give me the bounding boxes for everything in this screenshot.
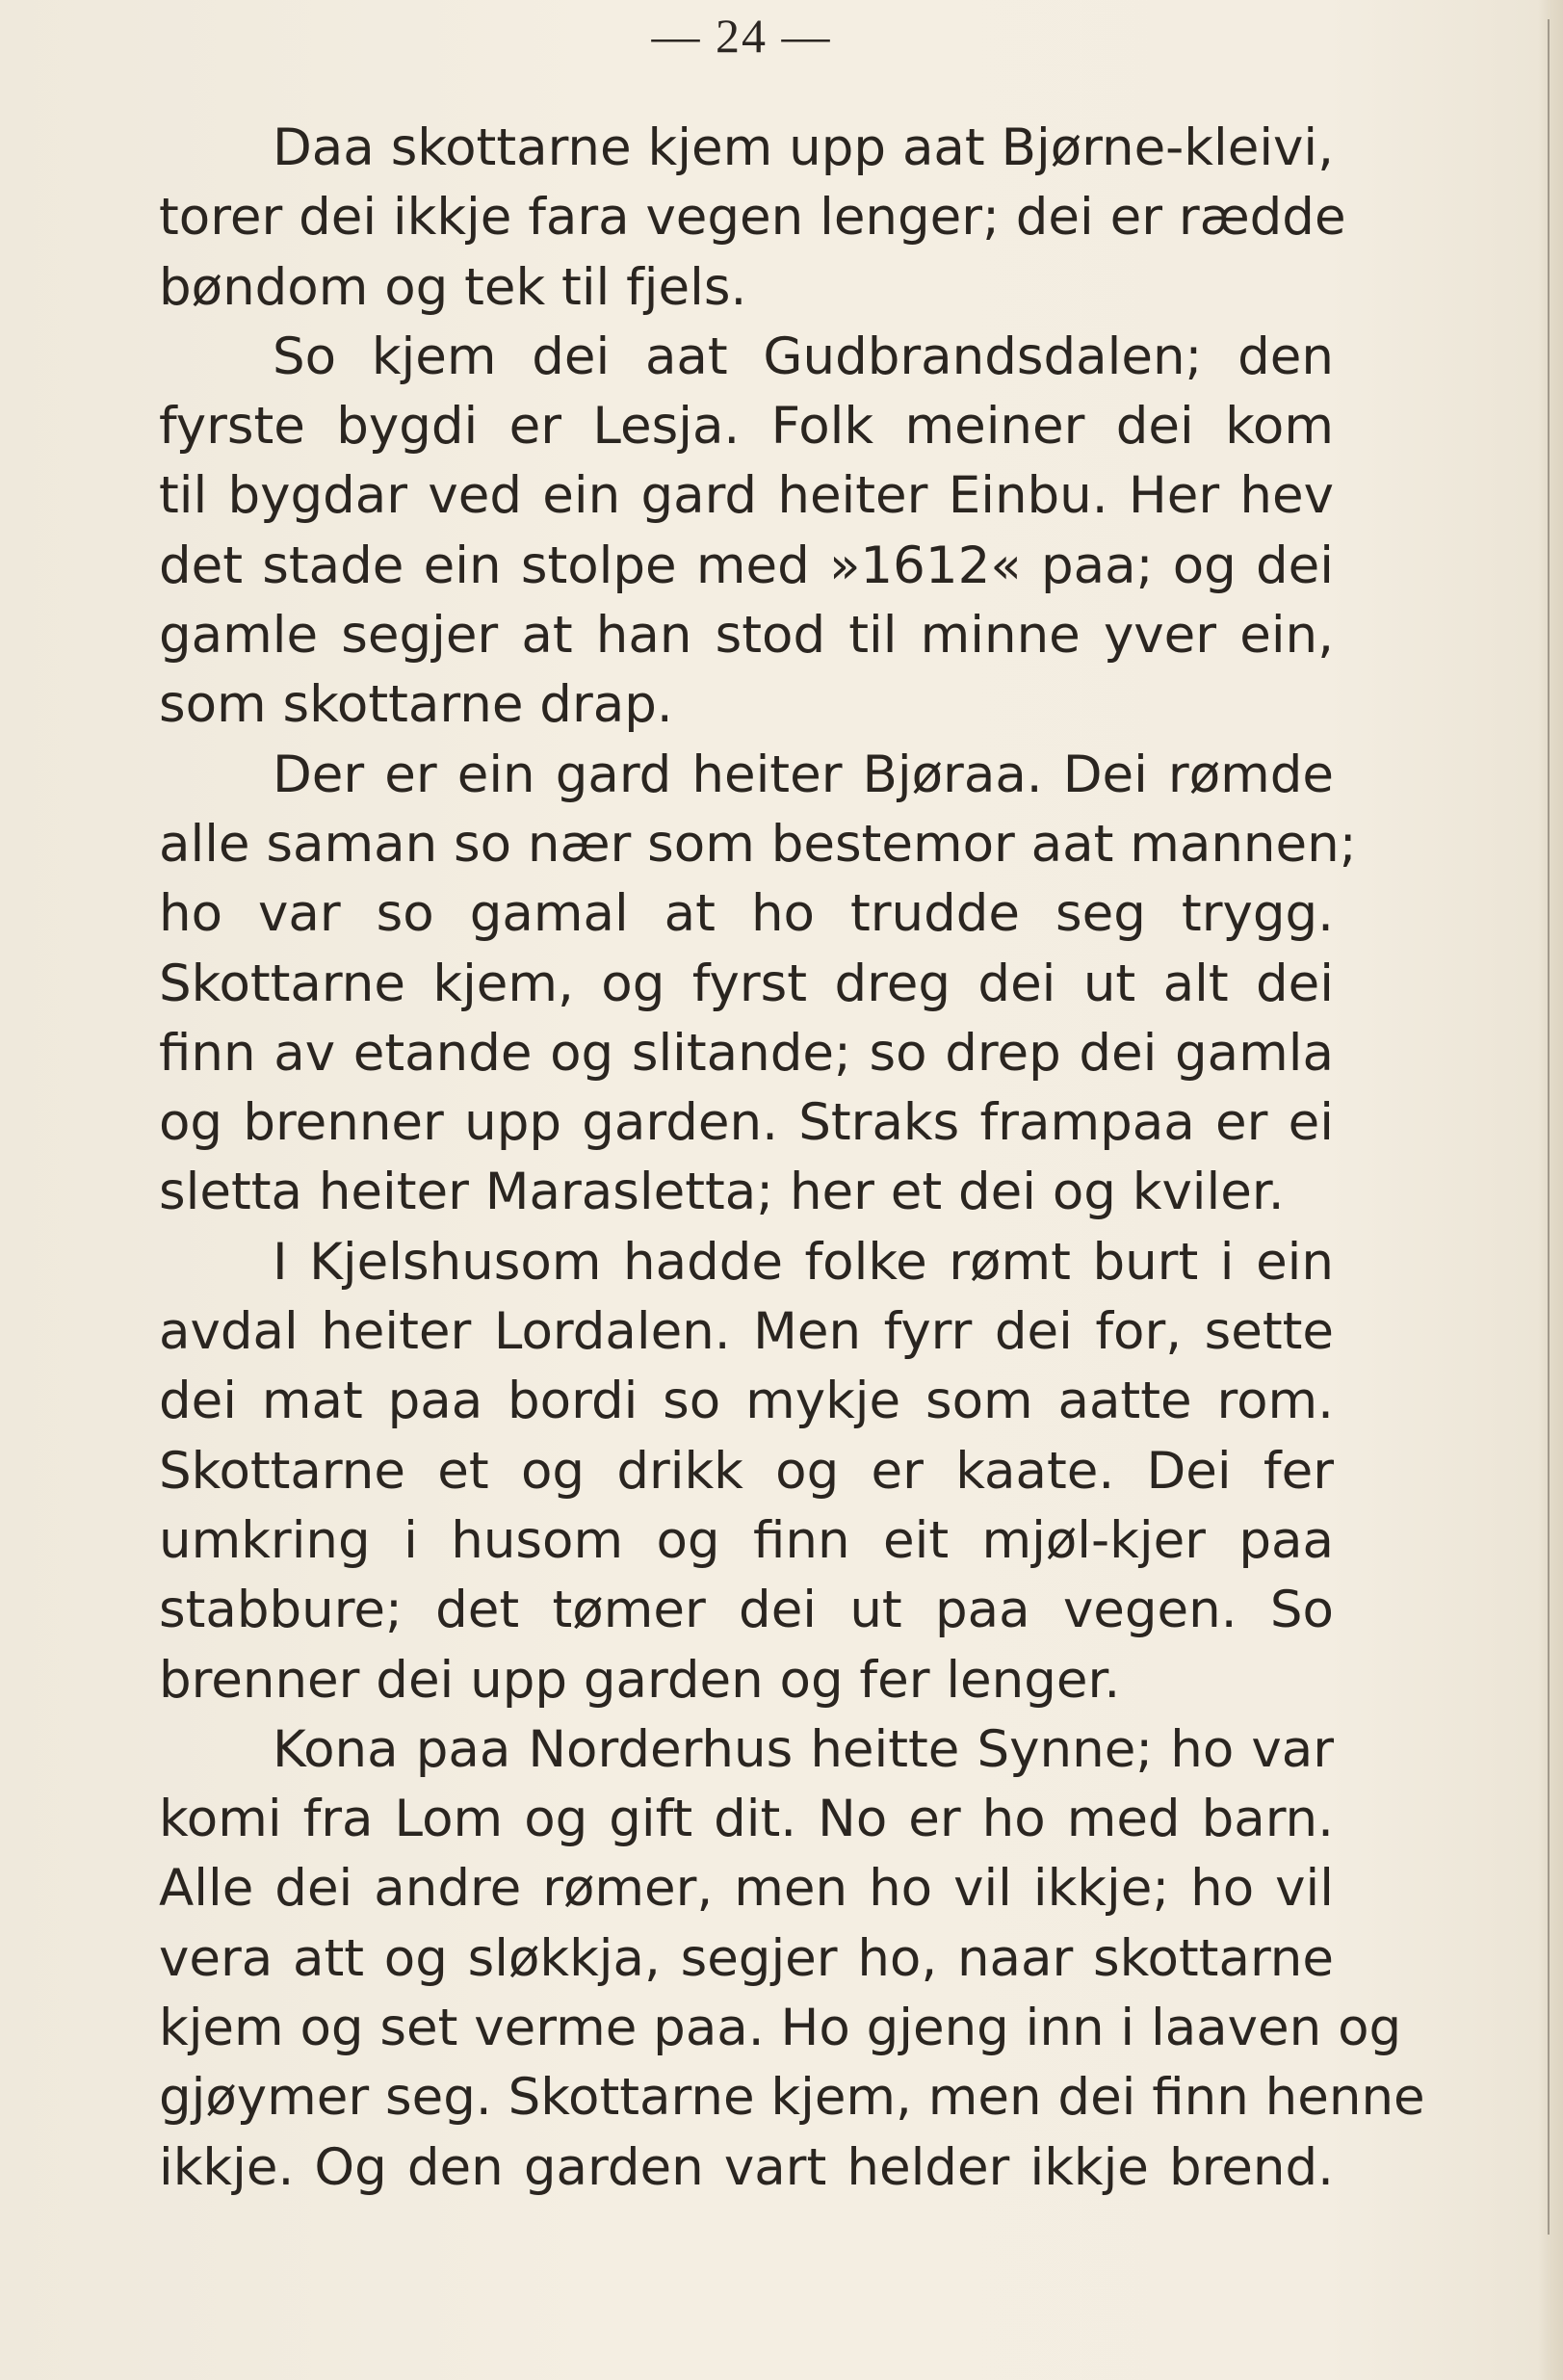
text-line: gamle segjer at han stod til minne yver ein, [159,606,1334,666]
text-line: bøndom og tek til fjels. [159,257,747,317]
text-line: og brenner upp garden. Straks frampaa er ei [159,1093,1334,1153]
text-line: Alle dei andre rømer, men ho vil ikkje; ho vil [159,1859,1334,1919]
page-edge-shadow [1538,0,1563,2380]
text-line: til bygdar ved ein gard heiter Einbu. Her hev [159,466,1334,526]
text-line: Kona paa Norderhus heitte Synne; ho var [273,1719,1334,1779]
text-line: Skottarne et og drikk og er kaate. Dei fer [159,1441,1334,1501]
text-line: dei mat paa bordi so mykje som aatte rom. [159,1372,1334,1431]
text-line: gjøymer seg. Skottarne kjem, men dei finn henne [159,2068,1425,2128]
paragraph-1 [159,114,1346,323]
text-line: avdal heiter Lordalen. Men fyrr dei for, sette [159,1302,1334,1362]
paragraph-4 [159,1228,1334,1715]
text-line: torer dei ikkje fara vegen lenger; dei er rædde [159,188,1346,248]
text-line: kjem og set verme paa. Ho gjeng inn i laaven og [159,1999,1402,2058]
text-line: umkring i husom og finn eit mjøl-kjer paa [159,1510,1334,1570]
body-text [159,114,1425,2203]
text-line: komi fra Lom og gift dit. No er ho med barn. [159,1790,1334,1849]
text-line: fyrste bygdi er Lesja. Folk meiner dei kom [159,397,1334,457]
paragraph-3 [159,741,1357,1228]
page-number: — 24 — [651,9,832,63]
text-line: finn av etande og slitande; so drep dei gamla [159,1023,1334,1083]
text-line: ikkje. Og den garden vart helder ikkje brend. [159,2137,1334,2197]
text-line: So kjem dei aat Gudbrandsdalen; den [273,327,1334,386]
text-line: vera att og sløkkja, segjer ho, naar skottarne [159,1928,1334,1988]
paragraph-5 [159,1715,1425,2203]
paragraph-2 [159,323,1334,741]
text-line: Daa skottarne kjem upp aat Bjørne-kleivi, [273,118,1334,177]
page-edge-line [1548,19,1550,2235]
text-line: Skottarne kjem, og fyrst dreg dei ut alt dei [159,954,1334,1013]
text-line: Der er ein gard heiter Bjøraa. Dei rømde [273,745,1334,804]
text-line: alle saman so nær som bestemor aat mannen; [159,814,1357,874]
text-line: det stade ein stolpe med »1612« paa; og dei [159,536,1334,595]
text-line: stabbure; det tømer dei ut paa vegen. So [159,1581,1334,1640]
text-line: I Kjelshusom hadde folke rømt burt i ein [273,1232,1334,1292]
text-line: brenner dei upp garden og fer lenger. [159,1650,1121,1710]
text-line: sletta heiter Marasletta; her et dei og kviler. [159,1163,1285,1222]
text-line: ho var so gamal at ho trudde seg trygg. [159,884,1334,944]
text-line: som skottarne drap. [159,675,673,735]
